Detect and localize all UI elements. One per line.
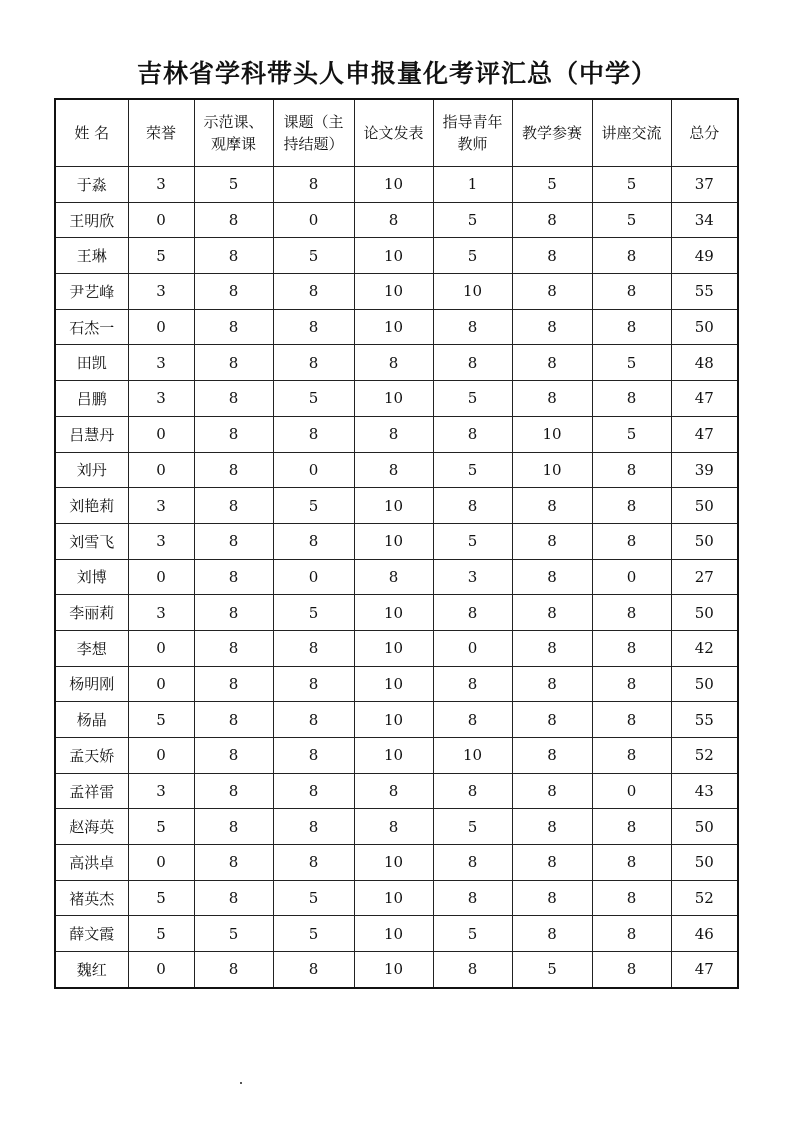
cell-total: 55 [671,274,738,310]
cell-honor: 0 [128,559,194,595]
cell-lecture: 8 [592,595,671,631]
cell-teaching-competition: 5 [512,952,592,988]
cell-teaching-competition: 8 [512,381,592,417]
cell-total: 46 [671,916,738,952]
table-row [55,167,738,203]
cell-paper: 10 [354,309,433,345]
cell-teaching-competition: 8 [512,702,592,738]
column-header-mentoring: 指导青年教师 [433,99,512,167]
table-body [55,167,738,988]
table-row [55,238,738,274]
scan-speck [240,1082,242,1084]
cell-lecture: 8 [592,666,671,702]
cell-name: 李丽莉 [55,595,128,631]
cell-research-project: 5 [273,916,354,952]
cell-paper: 8 [354,345,433,381]
cell-paper: 8 [354,773,433,809]
cell-honor: 0 [128,952,194,988]
cell-honor: 5 [128,880,194,916]
cell-name: 刘艳莉 [55,488,128,524]
cell-paper: 10 [354,952,433,988]
cell-demo-lesson: 8 [194,666,273,702]
cell-teaching-competition: 8 [512,202,592,238]
cell-name: 王琳 [55,238,128,274]
cell-paper: 8 [354,202,433,238]
cell-lecture: 8 [592,952,671,988]
column-header-paper: 论文发表 [354,99,433,167]
cell-research-project: 8 [273,666,354,702]
cell-honor: 0 [128,202,194,238]
table-row [55,952,738,988]
cell-research-project: 0 [273,559,354,595]
cell-mentoring: 8 [433,488,512,524]
cell-mentoring: 3 [433,559,512,595]
cell-teaching-competition: 8 [512,488,592,524]
cell-research-project: 8 [273,809,354,845]
cell-teaching-competition: 10 [512,452,592,488]
cell-mentoring: 5 [433,202,512,238]
column-header-demo-lesson: 示范课、观摩课 [194,99,273,167]
cell-paper: 10 [354,916,433,952]
cell-demo-lesson: 8 [194,738,273,774]
cell-total: 37 [671,167,738,203]
cell-honor: 3 [128,595,194,631]
cell-lecture: 8 [592,630,671,666]
column-header-name: 姓 名 [55,99,128,167]
cell-paper: 10 [354,274,433,310]
cell-mentoring: 1 [433,167,512,203]
cell-lecture: 8 [592,452,671,488]
cell-paper: 10 [354,845,433,881]
cell-mentoring: 5 [433,916,512,952]
cell-name: 杨明刚 [55,666,128,702]
cell-name: 于淼 [55,167,128,203]
cell-demo-lesson: 8 [194,309,273,345]
table-row [55,381,738,417]
cell-paper: 8 [354,559,433,595]
table-row [55,880,738,916]
cell-honor: 0 [128,666,194,702]
cell-honor: 5 [128,238,194,274]
cell-honor: 0 [128,738,194,774]
table-row [55,845,738,881]
table-row [55,345,738,381]
cell-honor: 3 [128,488,194,524]
cell-paper: 8 [354,452,433,488]
cell-research-project: 0 [273,202,354,238]
cell-demo-lesson: 8 [194,345,273,381]
cell-paper: 10 [354,523,433,559]
cell-research-project: 8 [273,738,354,774]
cell-name: 孟祥雷 [55,773,128,809]
cell-paper: 10 [354,702,433,738]
cell-total: 50 [671,595,738,631]
cell-name: 刘雪飞 [55,523,128,559]
cell-mentoring: 0 [433,630,512,666]
cell-total: 50 [671,666,738,702]
table-row [55,916,738,952]
cell-name: 刘丹 [55,452,128,488]
cell-demo-lesson: 8 [194,630,273,666]
table-row [55,559,738,595]
table-row [55,666,738,702]
cell-total: 47 [671,952,738,988]
cell-name: 杨晶 [55,702,128,738]
cell-teaching-competition: 8 [512,345,592,381]
cell-lecture: 8 [592,381,671,417]
cell-teaching-competition: 8 [512,523,592,559]
cell-total: 42 [671,630,738,666]
cell-total: 50 [671,809,738,845]
cell-name: 吕慧丹 [55,416,128,452]
cell-paper: 10 [354,666,433,702]
cell-name: 薛文霞 [55,916,128,952]
cell-demo-lesson: 8 [194,952,273,988]
cell-teaching-competition: 8 [512,773,592,809]
cell-demo-lesson: 8 [194,809,273,845]
cell-demo-lesson: 8 [194,880,273,916]
cell-demo-lesson: 8 [194,773,273,809]
cell-name: 孟天娇 [55,738,128,774]
cell-mentoring: 8 [433,952,512,988]
cell-mentoring: 8 [433,773,512,809]
cell-teaching-competition: 8 [512,309,592,345]
cell-name: 高洪卓 [55,845,128,881]
cell-name: 褚英杰 [55,880,128,916]
cell-mentoring: 8 [433,845,512,881]
cell-paper: 10 [354,738,433,774]
cell-teaching-competition: 8 [512,880,592,916]
cell-research-project: 8 [273,416,354,452]
cell-teaching-competition: 8 [512,238,592,274]
score-table [54,98,739,989]
cell-lecture: 8 [592,845,671,881]
cell-lecture: 8 [592,916,671,952]
cell-honor: 3 [128,523,194,559]
cell-teaching-competition: 8 [512,809,592,845]
cell-name: 田凯 [55,345,128,381]
cell-teaching-competition: 5 [512,167,592,203]
cell-research-project: 8 [273,523,354,559]
cell-teaching-competition: 8 [512,845,592,881]
cell-mentoring: 10 [433,274,512,310]
cell-research-project: 8 [273,773,354,809]
cell-lecture: 5 [592,202,671,238]
cell-research-project: 5 [273,488,354,524]
cell-honor: 5 [128,809,194,845]
cell-mentoring: 8 [433,309,512,345]
cell-paper: 8 [354,809,433,845]
cell-mentoring: 8 [433,666,512,702]
cell-name: 刘博 [55,559,128,595]
cell-mentoring: 10 [433,738,512,774]
cell-research-project: 8 [273,309,354,345]
table-row [55,202,738,238]
cell-total: 50 [671,523,738,559]
column-header-research-project: 课题（主持结题） [273,99,354,167]
cell-demo-lesson: 8 [194,488,273,524]
cell-honor: 0 [128,452,194,488]
table-row [55,809,738,845]
cell-mentoring: 8 [433,880,512,916]
cell-honor: 5 [128,702,194,738]
cell-demo-lesson: 5 [194,167,273,203]
cell-honor: 3 [128,274,194,310]
table-row [55,738,738,774]
table-row [55,309,738,345]
cell-demo-lesson: 8 [194,381,273,417]
cell-lecture: 0 [592,773,671,809]
cell-demo-lesson: 8 [194,202,273,238]
cell-total: 27 [671,559,738,595]
column-header-lecture: 讲座交流 [592,99,671,167]
cell-total: 39 [671,452,738,488]
cell-name: 石杰一 [55,309,128,345]
cell-total: 50 [671,488,738,524]
table-row [55,488,738,524]
cell-teaching-competition: 8 [512,274,592,310]
cell-paper: 10 [354,595,433,631]
table-row [55,630,738,666]
cell-total: 47 [671,416,738,452]
cell-demo-lesson: 8 [194,274,273,310]
cell-demo-lesson: 8 [194,523,273,559]
cell-demo-lesson: 8 [194,416,273,452]
cell-lecture: 8 [592,238,671,274]
column-header-total: 总分 [671,99,738,167]
column-header-honor: 荣誉 [128,99,194,167]
cell-mentoring: 8 [433,702,512,738]
cell-mentoring: 8 [433,416,512,452]
cell-mentoring: 5 [433,523,512,559]
cell-lecture: 0 [592,559,671,595]
cell-teaching-competition: 10 [512,416,592,452]
cell-research-project: 5 [273,238,354,274]
cell-paper: 10 [354,238,433,274]
cell-teaching-competition: 8 [512,916,592,952]
cell-mentoring: 5 [433,452,512,488]
cell-honor: 3 [128,381,194,417]
cell-demo-lesson: 8 [194,559,273,595]
cell-paper: 10 [354,167,433,203]
table-row [55,452,738,488]
column-header-teaching-competition: 教学参赛 [512,99,592,167]
cell-lecture: 8 [592,738,671,774]
cell-demo-lesson: 8 [194,845,273,881]
cell-paper: 8 [354,416,433,452]
cell-mentoring: 5 [433,809,512,845]
cell-total: 43 [671,773,738,809]
cell-lecture: 5 [592,345,671,381]
cell-name: 吕鹏 [55,381,128,417]
cell-total: 47 [671,381,738,417]
cell-mentoring: 5 [433,238,512,274]
header-row [55,99,738,167]
cell-demo-lesson: 8 [194,595,273,631]
cell-name: 李想 [55,630,128,666]
cell-honor: 5 [128,916,194,952]
cell-teaching-competition: 8 [512,595,592,631]
table-row [55,773,738,809]
cell-teaching-competition: 8 [512,738,592,774]
cell-lecture: 8 [592,809,671,845]
cell-honor: 0 [128,309,194,345]
cell-name: 尹艺峰 [55,274,128,310]
cell-paper: 10 [354,381,433,417]
cell-mentoring: 8 [433,595,512,631]
cell-total: 48 [671,345,738,381]
table-row [55,595,738,631]
cell-total: 49 [671,238,738,274]
cell-lecture: 8 [592,274,671,310]
cell-honor: 3 [128,167,194,203]
cell-lecture: 8 [592,523,671,559]
cell-demo-lesson: 8 [194,238,273,274]
cell-paper: 10 [354,488,433,524]
cell-research-project: 5 [273,595,354,631]
cell-total: 50 [671,845,738,881]
cell-research-project: 8 [273,702,354,738]
cell-teaching-competition: 8 [512,666,592,702]
cell-demo-lesson: 8 [194,452,273,488]
cell-demo-lesson: 5 [194,916,273,952]
cell-total: 50 [671,309,738,345]
cell-lecture: 5 [592,167,671,203]
cell-research-project: 5 [273,880,354,916]
cell-mentoring: 5 [433,381,512,417]
cell-research-project: 8 [273,274,354,310]
cell-research-project: 8 [273,952,354,988]
table-row [55,523,738,559]
cell-lecture: 8 [592,309,671,345]
cell-mentoring: 8 [433,345,512,381]
table-row [55,274,738,310]
cell-research-project: 8 [273,630,354,666]
cell-research-project: 8 [273,345,354,381]
cell-total: 52 [671,738,738,774]
cell-lecture: 8 [592,702,671,738]
cell-lecture: 8 [592,880,671,916]
cell-total: 34 [671,202,738,238]
cell-honor: 0 [128,416,194,452]
cell-honor: 3 [128,345,194,381]
table-row [55,702,738,738]
cell-teaching-competition: 8 [512,630,592,666]
cell-research-project: 5 [273,381,354,417]
cell-paper: 10 [354,630,433,666]
cell-research-project: 8 [273,845,354,881]
cell-research-project: 0 [273,452,354,488]
table-row [55,416,738,452]
cell-lecture: 5 [592,416,671,452]
cell-honor: 0 [128,630,194,666]
cell-honor: 3 [128,773,194,809]
cell-honor: 0 [128,845,194,881]
cell-name: 王明欣 [55,202,128,238]
cell-teaching-competition: 8 [512,559,592,595]
cell-total: 55 [671,702,738,738]
cell-name: 魏红 [55,952,128,988]
document-title: 吉林省学科带头人申报量化考评汇总（中学） [136,59,657,88]
cell-research-project: 8 [273,167,354,203]
cell-lecture: 8 [592,488,671,524]
cell-name: 赵海英 [55,809,128,845]
cell-demo-lesson: 8 [194,702,273,738]
cell-paper: 10 [354,880,433,916]
cell-total: 52 [671,880,738,916]
